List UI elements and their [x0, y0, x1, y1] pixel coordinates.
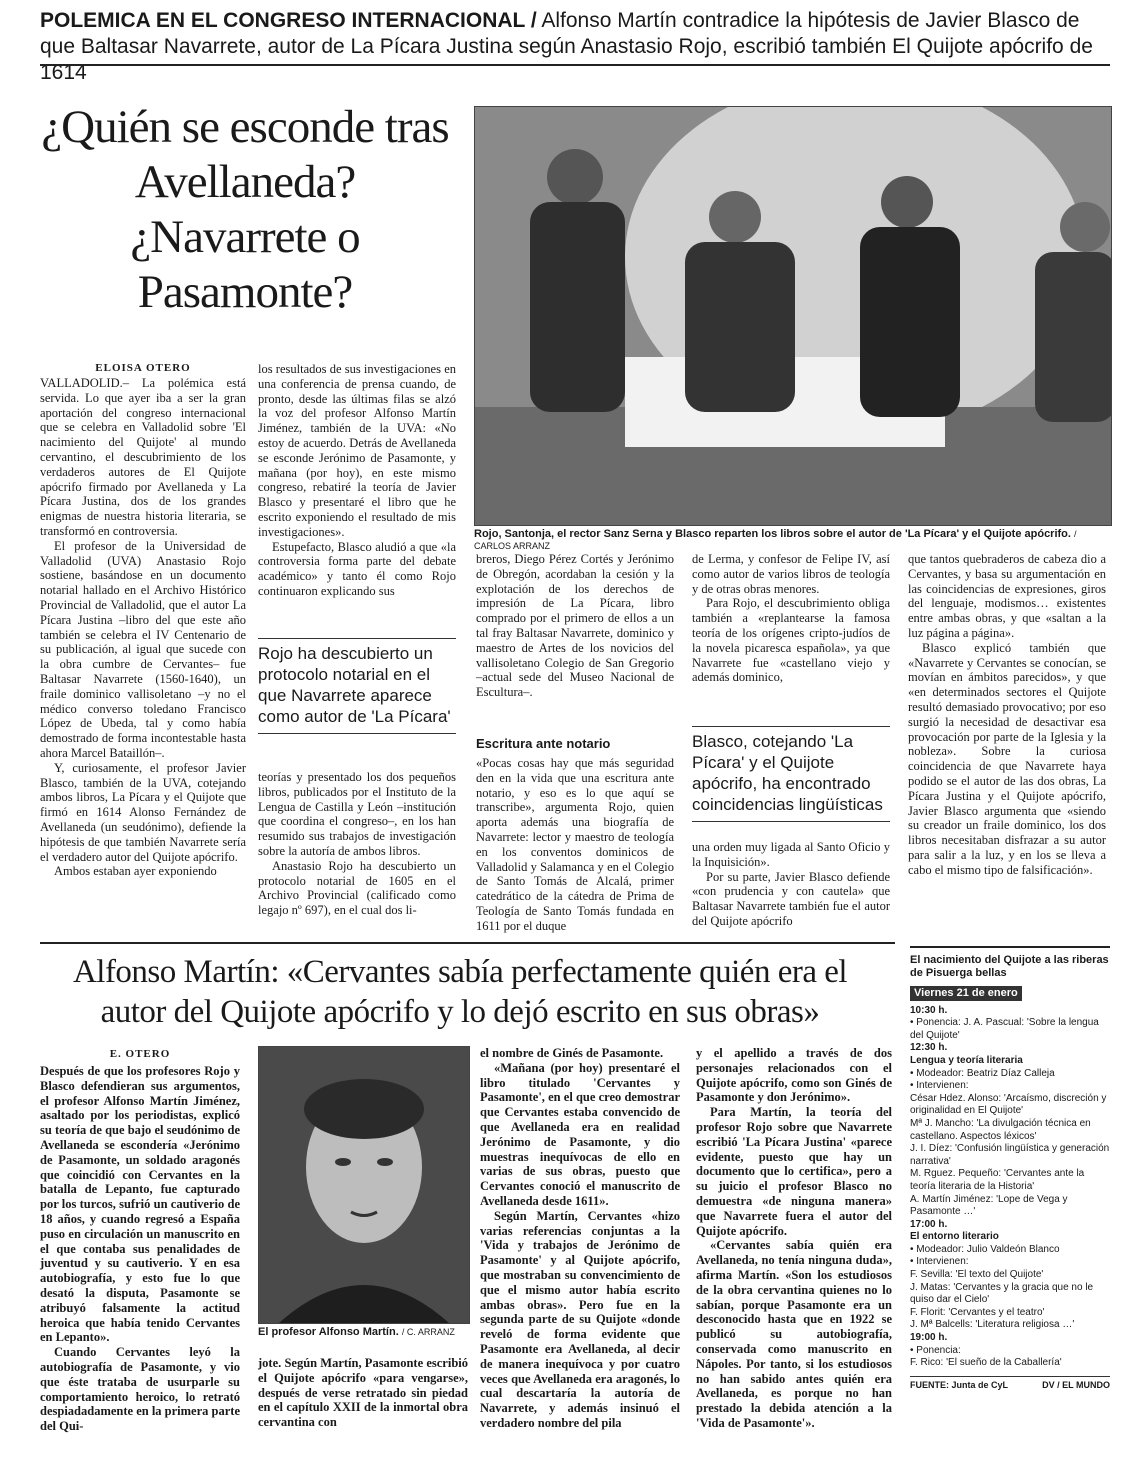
- main-column-2-bottom: [258, 770, 456, 918]
- paragraph: Blasco explicó también que «Navarrete y Cervantes se conocían, se movían en ámbitos parecidos», y que «en determinados sectores el Quijote resultó demasiado provocativo; por eso surgió la necesidad de desactivar esa provocación por parte de la Iglesia y la nobleza». Sobre la curiosa coincidencia de que Navarrete haya podido se el autor de las dos obras, La Pícara Justina y el Quijote apócrifo, Javier Blasco argumenta que «siendo su creador un fraile dominico, los dos libros necesitaban disfrazar a su autor para salir a la luz, y en los se lleva a cabo el mismo tipo de falsificación».: [908, 640, 1106, 877]
- portrait-caption: [258, 1326, 472, 1338]
- sidebar-item: 19:00 h.: [910, 1332, 948, 1344]
- paragraph: Y, curiosamente, el profesor Javier Blasco, también de la UVA, cotejando ambos libros, La Pícara y el Quijote que firmó en 1614 Alonso Fernández de Avellaneda (un seudónimo), defiende la hipótesis de que también Navarrete sería el verdadero autor del Quijote apócrifo.: [40, 760, 246, 864]
- main-column-5: [908, 552, 1106, 878]
- sidebar-item: • Intervienen:: [910, 1080, 969, 1092]
- sidebar-source: FUENTE: Junta de CyL: [910, 1379, 1009, 1390]
- sidebar-item: Lengua y teoría literaria: [910, 1054, 1023, 1066]
- sidebar-item: • Modeador: Beatriz Díaz Calleja: [910, 1067, 1055, 1079]
- main-headline: ¿Quién se esconde tras Avellaneda? ¿Navarrete o Pasamonte?: [41, 101, 449, 318]
- paragraph: y el apellido a través de dos personajes relacionados con el Quijote apócrifo, como son Ginés de Pasamonte y don Jerónimo».: [696, 1046, 892, 1105]
- second-column-2: [258, 1356, 468, 1430]
- sidebar-credit: DV / EL MUNDO: [1042, 1379, 1110, 1390]
- portrait-illustration: [259, 1047, 469, 1323]
- kicker-text: Alfonso Martín contradice la hipótesis de Javier Blasco de que Baltasar Navarrete, autor de La Pícara Justina según Anastasio Rojo, escribió también El Quijote apócrifo de 1614: [40, 9, 1093, 84]
- event-sidebar: [910, 946, 1110, 1391]
- paragraph: Según Martín, Cervantes «hizo varias referencias conjuntas a la 'Vida y trabajos de Jerónimo de Pasamonte' y al Quijote apócrifo, que mostraban su convencimiento de que el mismo autor había escrito ambas obras». Pero fue en la segunda parte de su Quijote «donde reveló de forma evidente que Pasamonte era Avellaneda, al decir de manera inequívoca y por cuatro veces que Avellaneda era aragonés, lo cual descartaría la autoría de Navarrete, y además insinuó el verdadero nombre del pila: [480, 1208, 680, 1430]
- paragraph: El profesor de la Universidad de Valladolid (UVA) Anastasio Rojo sostiene, basándose en un documento notarial hallado en el Archivo Histórico Provincial de Valladolid, que el autor La Pícara Justina –libro del que este año también se celebra el IV Centenario de su publicación, al igual que sucede con la obra cumbre de Cervantes– fue Baltasar Navarrete (1560-1640), un fraile dominico vallisoletano –y no el médico converso toledano Francisco López de Ubeda, tal y como había demostrado de forma incontestable hasta ahora Marcel Bataillón–.: [40, 538, 246, 760]
- main-photo-credit: / CARLOS ARRANZ: [474, 529, 1077, 551]
- paragraph: Ambos estaban ayer exponiendo: [54, 864, 217, 879]
- paragraph: Estupefacto, Blasco aludió a que «la controversia forma parte del debate académico» y tanto él como Rojo continuaron explicando sus: [258, 539, 456, 598]
- paragraph: de Lerma, y confesor de Felipe IV, así como autor de varios libros de teología y de otras obras menores.: [692, 552, 890, 596]
- main-column-1: [40, 376, 246, 879]
- second-headline: Alfonso Martín: «Cervantes sabía perfectamente quién era el autor del Quijote apócrifo y lo dejó escrito en sus obras»: [72, 954, 848, 1030]
- portrait-caption-text: El profesor Alfonso Martín.: [258, 1326, 399, 1338]
- main-photo-caption: [474, 528, 1114, 552]
- sidebar-item: J. Matas: 'Cervantes y la gracia que no le quiso dar el Cielo': [910, 1281, 1094, 1306]
- paragraph: «Pocas cosas hay que más seguridad den en la vida que una escritura ante notario, y eso es lo que aquí se transcribe», argumenta Rojo, quien aporta además una biografía de Navarrete: lector y maestro de teología en los conventos dominicos de Valladolid y Salamanca y en el Colegio de Santo Tomás de Alcalá, primer catedrático de la cátedra de Prima de Teología de Santo Tomás fundada en 1611 por el duque: [476, 756, 674, 933]
- section-rule: [40, 942, 895, 944]
- second-column-1: [40, 1064, 240, 1434]
- sidebar-item: • Ponencia: J. A. Pascual: 'Sobre la lengua del Quijote': [910, 1017, 1099, 1041]
- main-photo: [474, 106, 1112, 526]
- sidebar-item: 12:30 h.: [910, 1042, 948, 1054]
- paragraph: jote. Según Martín, Pasamonte escribió el Quijote apócrifo «para vengarse», después de verse retratado sin piedad en el capítulo XXII de la inmortal obra cervantina con: [258, 1356, 468, 1430]
- sidebar-item: F. Sevilla: 'El texto del Quijote': [910, 1269, 1044, 1281]
- paragraph: Después de que los profesores Rojo y Blasco defendieran sus argumentos, el profesor Alfonso Martín Jiménez, asaltado por los periodistas, explicó su teoría de que bajo el seudónimo de Avellaneda se escondería «Jerónimo de Pasamonte, un soldado aragonés que coincidió con Cervantes en la batalla de Lepanto, fue capturado por los turcos, sufrió un cautiverio de 18 años, y cuando regresó a España puso en circulación un manuscrito en el que contaba sus penalidades de juventud y su cautiverio. Y en esa autobiografía, y esto fue lo que desató la disputa, Pasamonte se atribuyó falsamente la actitud heroica que había tenido Cervantes en Lepanto».: [40, 1064, 240, 1345]
- main-column-3-top: [476, 552, 674, 700]
- paragraph: Por su parte, Javier Blasco defiende «con prudencia y con cautela» que Baltasar Navarrete también fue el autor del Quijote apócrifo: [692, 869, 890, 928]
- kicker-label: POLEMICA EN EL CONGRESO INTERNACIONAL /: [40, 9, 537, 32]
- paragraph: Para Martín, la teoría del profesor Rojo sobre que Navarrete escribió 'La Pícara Justina' «parece evidente, puesto que hay un documento que lo certifica», pero a su juicio el profesor Blasco no demuestra «de ninguna manera» que Navarrete fuera el autor del Quijote apócrifo.: [696, 1105, 892, 1238]
- paragraph: Cuando Cervantes leyó la autobiografía de Pasamonte, y vio que éste trataba de usurparle su comportamiento heroico, lo retrató despiadadamente en la primera parte del Qui-: [40, 1345, 240, 1434]
- paragraph: los resultados de sus investigaciones en una conferencia de prensa cuando, de pronto, desde las últimas filas se alzó la voz del profesor Alfonso Martín Jiménez, también de la UVA: «No estoy de acuerdo. Detrás de Avellaneda se esconde Jerónimo de Pasamonte, y mañana (por hoy), en este mismo congreso, rebatiré la teoría de Javier Blasco y presentaré el libro que he escrito exponiendo el resultado de mis investigaciones».: [258, 362, 456, 539]
- paragraph: teorías y presentado los dos pequeños libros, publicados por el Instituto de la Lengua de Castilla y León –institución que coordina el congreso–, en los han resumido sus trabajos de investigación sobre la autoría de ambos libros.: [258, 770, 456, 858]
- sidebar-item: A. Martín Jiménez: 'Lope de Vega y Pasamonte …': [910, 1193, 1068, 1218]
- sidebar-item: F. Florit: 'Cervantes y el teatro': [910, 1306, 1045, 1318]
- portrait-credit: / C. ARRANZ: [401, 1327, 455, 1337]
- main-column-4-bottom: [692, 840, 890, 929]
- sidebar-item: Mª J. Mancho: 'La divulgación técnica en castellano. Aspectos léxicos': [910, 1117, 1091, 1142]
- main-column-3-bottom: [476, 756, 674, 934]
- sidebar-item: M. Rguez. Pequeño: 'Cervantes ante la teoría literaria de la Historia': [910, 1168, 1085, 1192]
- sidebar-item: J. I. Díez: 'Confusión lingüística y generación narrativa': [910, 1143, 1110, 1167]
- main-column-4-top: [692, 552, 890, 685]
- sidebar-item: 10:30 h.: [910, 1004, 948, 1016]
- second-column-4: [696, 1046, 892, 1431]
- second-byline: E. OTERO: [109, 1048, 171, 1060]
- paragraph: que tantos quebraderos de cabeza dio a Cervantes, y basa su argumentación en las coincidencias de expresiones, giros del lenguaje, modismos… existentes entre ambas obras, y que «saltan a la luz página a página».: [908, 552, 1106, 640]
- kicker: [40, 8, 1110, 86]
- paragraph: breros, Diego Pérez Cortés y Jerónimo de Obregón, acordaban la cesión y la explotación de los derechos de impresión de La Pícara, libro comprado por el primero de ellos a un tal fray Baltasar Navarrete, dominico y maestro de Artes de los novicios del vallisoletano Colegio de San Gregorio –actual sede del Museo Nacional de Escultura–.: [476, 552, 674, 700]
- sidebar-item: • Intervienen:: [910, 1256, 969, 1268]
- paragraph: VALLADOLID.– La polémica está servida. Lo que ayer iba a ser la gran aportación del congreso internacional que se celebra en Valladolid sobre 'El nacimiento del Quijote' al mundo cervantino, el descubrimiento de los verdaderos autores de El Quijote apócrifo firmado por Avellaneda y La Pícara Justina, dos de los grandes enigmas de nuestra historia literaria, se transformó en controversia.: [40, 376, 246, 538]
- paragraph: Para Rojo, el descubrimiento obliga también a «replantearse la famosa teoría de los orígenes cripto-judíos de la novela picaresca española», ya que Navarrete fue «castellano viejo y además dominico,: [692, 596, 890, 685]
- main-column-2-top: [258, 362, 456, 599]
- main-photo-caption-text: Rojo, Santonja, el rector Sanz Serna y Blasco reparten los libros sobre el autor de 'La Pícara' y el Quijote apócrifo.: [474, 528, 1071, 540]
- paragraph: Anastasio Rojo ha descubierto un protocolo notarial de 1605 en el Archivo Provincial (calificado como legajo nº 697), en el cual dos li-: [258, 858, 456, 918]
- sidebar-item: El entorno literario: [910, 1231, 999, 1243]
- paragraph: el nombre de Ginés de Pasamonte.: [480, 1046, 664, 1060]
- sidebar-item: César Hdez. Alonso: 'Arcaísmo, discreción y originalidad en El Quijote': [910, 1092, 1107, 1117]
- sidebar-item: J. Mª Balcells: 'Literatura religiosa …': [910, 1319, 1075, 1331]
- subhead: Escritura ante notario: [476, 736, 611, 751]
- sidebar-item: F. Rico: 'El sueño de la Caballería': [910, 1357, 1062, 1369]
- paragraph: una orden muy ligada al Santo Oficio y la Inquisición».: [692, 840, 890, 869]
- paragraph: «Mañana (por hoy) presentaré el libro titulado 'Cervantes y Pasamonte', en el que creo demostrar que Cervantes estaba convencido de que Avellaneda era en realidad Jerónimo de Pasamonte, y dio muestras inequívocas de ello en varias de sus obras, puesto que Cervantes conoció el manuscrito de Avellaneda desde 1611».: [480, 1060, 680, 1208]
- portrait-photo: [258, 1046, 470, 1324]
- second-column-3: [480, 1046, 680, 1431]
- sidebar-item: • Modeador: Julio Valdeón Blanco: [910, 1243, 1060, 1255]
- pull-quote-1: Rojo ha descubierto un protocolo notarial en el que Navarrete aparece como autor de 'La Pícara': [258, 638, 456, 734]
- kicker-rule: [40, 64, 1110, 66]
- pull-quote-2: Blasco, cotejando 'La Pícara' y el Quijote apócrifo, ha encontrado coincidencias lingüísticas: [692, 726, 890, 822]
- sidebar-title: El nacimiento del Quijote a las riberas de Pisuerga bellas: [910, 954, 1109, 979]
- sidebar-item: • Ponencia:: [910, 1344, 961, 1356]
- sidebar-date: Viernes 21 de enero: [910, 986, 1022, 1001]
- sidebar-footer: [910, 1376, 1110, 1392]
- main-photo-illustration: [475, 107, 1111, 525]
- sidebar-schedule: [910, 1005, 1110, 1370]
- main-byline: ELOISA OTERO: [95, 362, 191, 374]
- paragraph: «Cervantes sabía quién era Avellaneda, no tenía ninguna duda», afirma Martín. «Son los estudiosos de la obra cervantina quienes no lo sabían, porque Pasamonte era un desconocido hasta que en 1922 se publicó su autobiografía, conservada como manuscrito en Nápoles. Por tanto, si los estudiosos no han sabido antes quién era Avellaneda, es porque no han prestado la debida atención a la 'Vida de Pasamonte'».: [696, 1238, 892, 1430]
- sidebar-item: 17:00 h.: [910, 1218, 948, 1230]
